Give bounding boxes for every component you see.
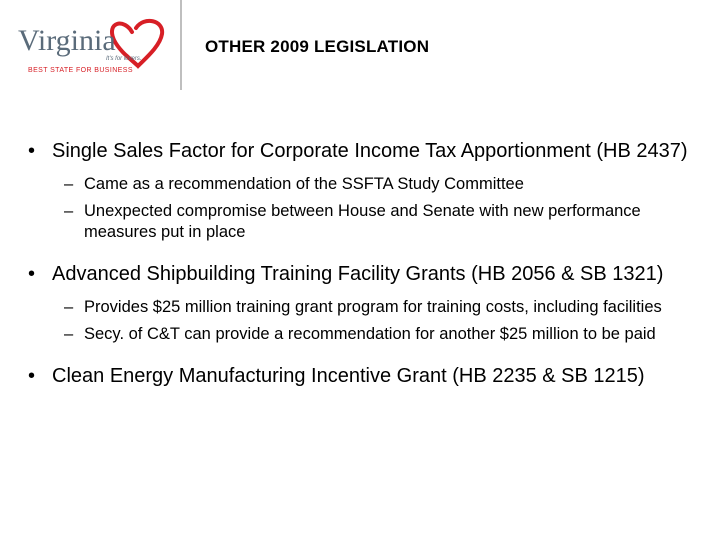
- bullet-item-2: [28, 261, 698, 287]
- virginia-logo: [14, 12, 170, 78]
- sub-list-1: [28, 174, 698, 243]
- logo-slogan: BEST STATE FOR BUSINESS: [28, 67, 133, 74]
- sub-text: Secy. of C&T can provide a recommendation for another $25 million to be paid: [84, 325, 656, 343]
- sub-item: [64, 324, 698, 345]
- virginia-logo-image: [14, 12, 170, 78]
- sub-list-2: [28, 297, 698, 345]
- dash-marker: –: [64, 298, 74, 316]
- sub-item: [64, 297, 698, 318]
- sub-text: Unexpected compromise between House and Senate with new performance measures put in place: [84, 202, 641, 241]
- bullet-text: Advanced Shipbuilding Training Facility Grants (HB 2056 & SB 1321): [52, 263, 664, 285]
- bullet-text: Clean Energy Manufacturing Incentive Grant (HB 2235 & SB 1215): [52, 365, 645, 387]
- sub-item: [64, 174, 698, 195]
- logo-tagline: It's for lovers.: [106, 56, 142, 62]
- bullet-marker: •: [28, 365, 36, 387]
- bullet-item-3: [28, 363, 698, 389]
- dash-marker: –: [64, 175, 74, 193]
- dash-marker: –: [64, 325, 74, 343]
- sub-item: [64, 201, 698, 243]
- slide-title: OTHER 2009 LEGISLATION: [205, 37, 430, 56]
- header-divider: [180, 0, 182, 90]
- bullet-item-1: [28, 138, 698, 164]
- slide-content: [28, 138, 698, 389]
- sub-text: Came as a recommendation of the SSFTA Study Committee: [84, 175, 524, 193]
- bullet-marker: •: [28, 140, 36, 162]
- sub-text: Provides $25 million training grant program for training costs, including facilities: [84, 298, 662, 316]
- logo-wordmark: Virginia: [18, 24, 116, 57]
- dash-marker: –: [64, 202, 74, 220]
- bullet-text: Single Sales Factor for Corporate Income Tax Apportionment (HB 2437): [52, 140, 688, 162]
- bullet-marker: •: [28, 263, 36, 285]
